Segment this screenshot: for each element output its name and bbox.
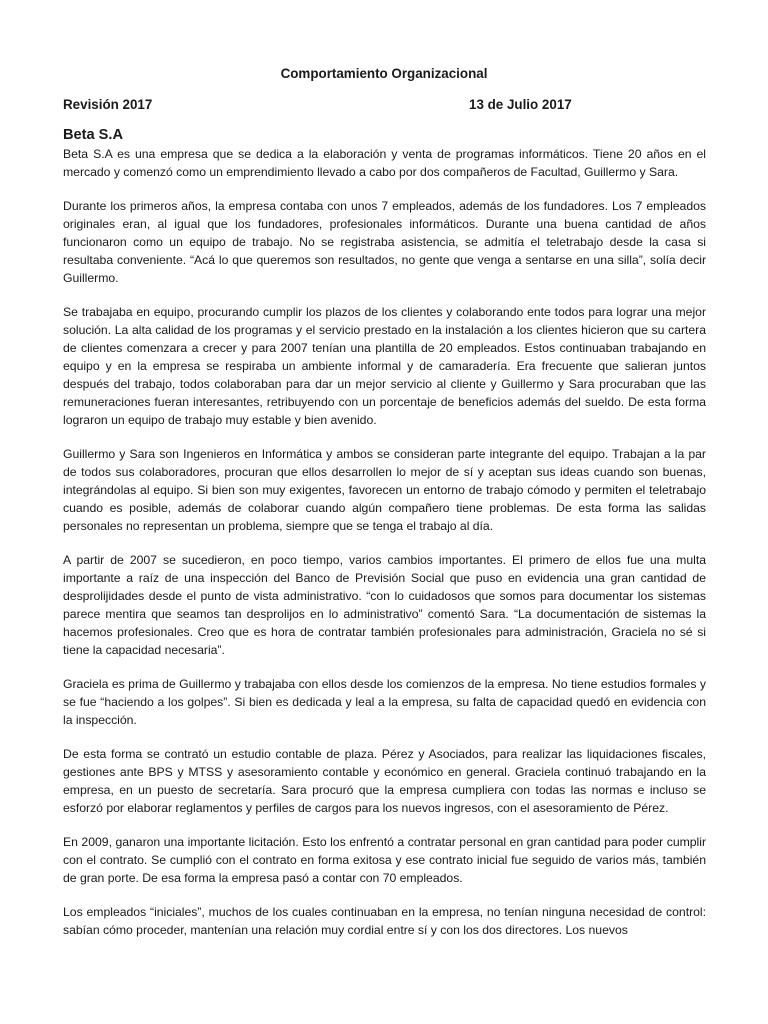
paragraph: De esta forma se contrató un estudio contable de plaza. Pérez y Asociados, para realizar las liquidaciones fiscales, gestiones ante BPS y MTSS y asesoramiento contable y económico en general. Graciela continuó trabajando en la empresa, en un puesto de secretaría. Sara procuró que la empresa cumpliera con todas las normas e incluso se esforzó por elaborar reglamentos y perfiles de cargos para los nuevos ingresos, con el asesoramiento de Pérez.: [63, 746, 706, 815]
revision-row: [63, 97, 705, 114]
paragraph: Los empleados “iniciales”, muchos de los cuales continuaban en la empresa, no tenían ninguna necesidad de control: sabían cómo proceder, mantenían una relación muy cordial entre sí y con los dos directores. Los nuevos: [63, 904, 706, 937]
paragraph: A partir de 2007 se sucedieron, en poco tiempo, varios cambios importantes. El primero de ellos fue una multa importante a raíz de una inspección del Banco de Previsión Social que puso en evidencia una gran cantidad de desprolijidades desde el punto de vista administrativo. “con lo cuidadosos que somos para documentar los sistemas parece mentira que seamos tan desprolijos en lo administrativo” comentó Sara. “La documentación de sistemas la hacemos profesionales. Creo que es hora de contratar también profesionales para administración, Graciela no sé si tiene la capacidad necesaria”.: [63, 552, 706, 657]
section-heading: Beta S.A: [63, 127, 124, 143]
paragraph: Se trabajaba en equipo, procurando cumplir los plazos de los clientes y colaborando ente todos para lograr una mejor solución. La alta calidad de los programas y el servicio prestado en la instalación a los clientes hicieron que su cartera de clientes comenzara a crecer y para 2007 tenían una plantilla de 20 empleados. Estos continuaban trabajando en equipo y en la empresa se respiraba un ambiente informal y de camaradería. Era frecuente que salieran juntos después del trabajo, todos colaboraban para dar un mejor servicio al cliente y Guillermo y Sara procuraban que las remuneraciones fueran interesantes, retribuyendo con un porcentaje de beneficios además del sueldo. De esta forma lograron un equipo de trabajo muy estable y bien avenido.: [63, 305, 706, 427]
revision-label: Revisión 2017: [63, 97, 153, 112]
paragraph: Durante los primeros años, la empresa contaba con unos 7 empleados, además de los fundadores. Los 7 empleados originales eran, al igual que los fundadores, profesionales informáticos. Durante una buena cantidad de años funcionaron como un equipo de trabajo. No se registraba asistencia, se admitía el teletrabajo desde la casa si resultaba conveniente. “Acá lo que queremos son resultados, no gente que venga a sentarse en una silla”, solía decir Guillermo.: [63, 199, 706, 285]
paragraph: Graciela es prima de Guillermo y trabajaba con ellos desde los comienzos de la empresa. No tiene estudios formales y se fue “haciendo a los golpes”. Si bien es dedicada y leal a la empresa, su falta de capacidad quedó en evidencia con la inspección.: [63, 676, 706, 727]
paragraph: En 2009, ganaron una importante licitación. Esto los enfrentó a contratar personal en gran cantidad para poder cumplir con el contrato. Se cumplió con el contrato en forma exitosa y ese contrato inicial fue seguido de varios más, también de gran porte. De esa forma la empresa pasó a contar con 70 empleados.: [63, 834, 706, 885]
paragraph: Guillermo y Sara son Ingenieros en Informática y ambos se consideran parte integrante del equipo. Trabajan a la par de todos sus colaboradores, procuran que ellos desarrollen lo mejor de sí y aceptan sus ideas cuando son buenas, integrándolas al equipo. Si bien son muy exigentes, favorecen un entorno de trabajo cómodo y permiten el teletrabajo cuando es posible, además de colaborar cuando algún compañero tiene problemas. De esta forma las salidas personales no representan un problema, siempre que se tenga el trabajo al día.: [63, 446, 706, 533]
document-date: 13 de Julio 2017: [469, 97, 572, 112]
body-text: [63, 146, 706, 956]
paragraph: Beta S.A es una empresa que se dedica a la elaboración y venta de programas informáticos. Tiene 20 años en el mercado y comenzó como un emprendimiento llevado a cabo por dos compañeros de Facultad, Guillermo y Sara.: [63, 147, 706, 179]
document-title: Comportamiento Organizacional: [280, 66, 488, 81]
